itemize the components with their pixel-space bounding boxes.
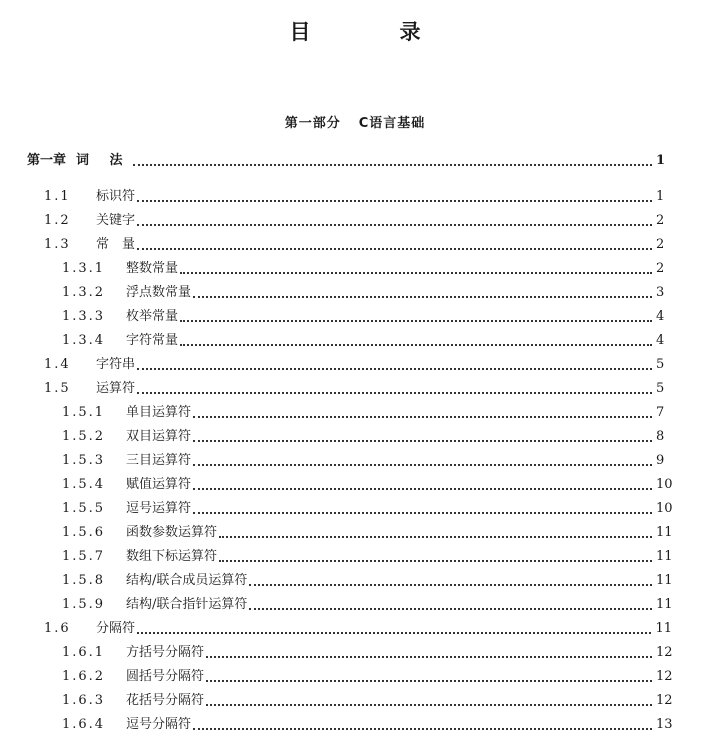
toc-entry[interactable] [62, 474, 678, 494]
toc-entry-title: 标识符 [96, 189, 136, 204]
toc-entry-title: 运算符 [96, 381, 136, 396]
toc-entry[interactable] [62, 330, 678, 350]
toc-entry-number: 1.5 [44, 381, 71, 396]
toc-entry-number: 1.5.5 [62, 501, 106, 516]
toc-entry-number: 1.5.3 [62, 453, 106, 468]
dot-leader [137, 391, 652, 394]
toc-entry-page: 1 [656, 189, 665, 204]
toc-entry-number: 1.5.2 [62, 429, 106, 444]
toc-entry-title: 字符串 [96, 357, 136, 372]
dot-leader [137, 367, 652, 370]
part-name: C语言基础 [358, 116, 426, 131]
toc-entry-title: 结构/联合指针运算符 [126, 597, 248, 612]
dot-leader [180, 343, 652, 346]
toc-entry-title: 浮点数常量 [126, 285, 192, 300]
toc-entry-number: 1.5.9 [62, 597, 106, 612]
toc-entry-title: 常 量 [96, 237, 136, 252]
dot-leader [137, 199, 652, 202]
toc-entry[interactable] [62, 258, 678, 278]
toc-entry-title: 逗号运算符 [126, 501, 192, 516]
toc-entry[interactable] [62, 282, 678, 302]
toc-entry[interactable] [62, 570, 678, 590]
toc-entry-title: 词 法 [76, 153, 131, 168]
toc-entry-page: 11 [656, 549, 673, 564]
dot-leader [193, 415, 652, 418]
toc-entry-page: 2 [656, 261, 665, 276]
toc-entry-title: 分隔符 [96, 621, 136, 636]
toc-entry-number: 1.5.7 [62, 549, 106, 564]
toc-entry-number: 1.5.4 [62, 477, 106, 492]
toc-entry-page: 2 [656, 213, 665, 228]
toc-entry-number: 1.1 [44, 189, 71, 204]
toc-entry[interactable] [62, 666, 678, 686]
toc-entry[interactable] [27, 150, 672, 170]
toc-entry-page: 10 [656, 477, 673, 492]
dot-leader [193, 439, 652, 442]
toc-entry-title: 字符常量 [126, 333, 179, 348]
toc-entry-title: 枚举常量 [126, 309, 179, 324]
toc-entry[interactable] [62, 306, 678, 326]
toc-entry-number: 1.6 [44, 621, 71, 636]
toc-entry-number: 1.2 [44, 213, 71, 228]
dot-leader [206, 655, 652, 658]
toc-entry-page: 7 [656, 405, 665, 420]
toc-entry-number: 1.3.3 [62, 309, 106, 324]
toc-entry-number: 第一章 [27, 153, 67, 168]
toc-entry[interactable] [62, 714, 678, 734]
dot-leader [249, 583, 652, 586]
toc-entry-title: 整数常量 [126, 261, 179, 276]
dot-leader [219, 535, 652, 538]
toc-entry-title: 单目运算符 [126, 405, 192, 420]
toc-entry-number: 1.5.8 [62, 573, 106, 588]
toc-entry-number: 1.3.4 [62, 333, 106, 348]
toc-entry-number: 1.6.1 [62, 645, 106, 660]
dot-leader [206, 679, 652, 682]
dot-leader [193, 511, 652, 514]
toc-entry-page: 8 [656, 429, 665, 444]
toc-entry-number: 1.3.1 [62, 261, 106, 276]
toc-entry-number: 1.5.1 [62, 405, 106, 420]
dot-leader [137, 223, 652, 226]
part-label: 第一部分 [284, 116, 341, 131]
toc-entry-page: 5 [656, 357, 665, 372]
dot-leader [193, 727, 652, 730]
toc-entry-title: 方括号分隔符 [126, 645, 205, 660]
toc-entry-page: 3 [656, 285, 665, 300]
toc-entry-number: 1.3.2 [62, 285, 106, 300]
toc-entry-page: 5 [656, 381, 665, 396]
dot-leader [193, 463, 652, 466]
toc-entry-number: 1.6.4 [62, 717, 106, 732]
toc-entry-page: 4 [656, 309, 665, 324]
toc-entry[interactable] [44, 234, 672, 254]
dot-leader [193, 487, 652, 490]
toc-entry[interactable] [62, 594, 678, 614]
toc-entry[interactable] [44, 186, 672, 206]
toc-entry-page: 10 [656, 501, 673, 516]
dot-leader [133, 163, 652, 166]
toc-entry[interactable] [44, 378, 672, 398]
part-heading [0, 112, 710, 131]
toc-entry[interactable] [62, 498, 678, 518]
dot-leader [193, 295, 652, 298]
toc-entry-page: 1 [656, 153, 666, 168]
toc-entry-page: 11 [656, 573, 673, 588]
toc-entry[interactable] [62, 690, 678, 710]
dot-leader [137, 247, 652, 250]
dot-leader [180, 271, 652, 274]
toc-entry-title: 圆括号分隔符 [126, 669, 205, 684]
toc-entry-page: 11 [656, 597, 673, 612]
toc-entry-title: 数组下标运算符 [126, 549, 218, 564]
toc-entry-title: 结构/联合成员运算符 [126, 573, 248, 588]
dot-leader [137, 631, 651, 634]
toc-entry[interactable] [62, 642, 678, 662]
toc-entry-title: 赋值运算符 [126, 477, 192, 492]
toc-entry-title: 逗号分隔符 [126, 717, 192, 732]
toc-entry-title: 双目运算符 [126, 429, 192, 444]
toc-entry[interactable] [62, 546, 678, 566]
toc-entry-title: 三目运算符 [126, 453, 192, 468]
page-title: 目 录 [289, 20, 455, 44]
toc-entry-number: 1.5.6 [62, 525, 106, 540]
toc-entry-page: 11 [655, 621, 672, 636]
toc-entry-page: 12 [656, 669, 673, 684]
toc-entry-number: 1.6.3 [62, 693, 106, 708]
toc-entry[interactable] [62, 522, 678, 542]
toc-entry[interactable] [62, 402, 678, 422]
toc-entry-title: 花括号分隔符 [126, 693, 205, 708]
toc-entry-page: 4 [656, 333, 665, 348]
toc-entry[interactable] [62, 426, 678, 446]
toc-entry[interactable] [44, 210, 672, 230]
toc-entry[interactable] [44, 354, 672, 374]
toc-entry-number: 1.6.2 [62, 669, 106, 684]
toc-entry[interactable] [62, 450, 678, 470]
toc-entry-page: 12 [656, 645, 673, 660]
toc-entry[interactable] [44, 618, 672, 638]
toc-entry-number: 1.4 [44, 357, 71, 372]
toc-entry-page: 12 [656, 693, 673, 708]
toc-entry-page: 2 [656, 237, 665, 252]
dot-leader [206, 703, 652, 706]
dot-leader [249, 607, 652, 610]
toc-entry-page: 11 [656, 525, 673, 540]
dot-leader [219, 559, 652, 562]
toc-entry-page: 13 [656, 717, 673, 732]
dot-leader [180, 319, 652, 322]
toc-entry-title: 关键字 [96, 213, 136, 228]
toc-entry-title: 函数参数运算符 [126, 525, 218, 540]
toc-entry-number: 1.3 [44, 237, 71, 252]
toc-entry-page: 9 [656, 453, 665, 468]
